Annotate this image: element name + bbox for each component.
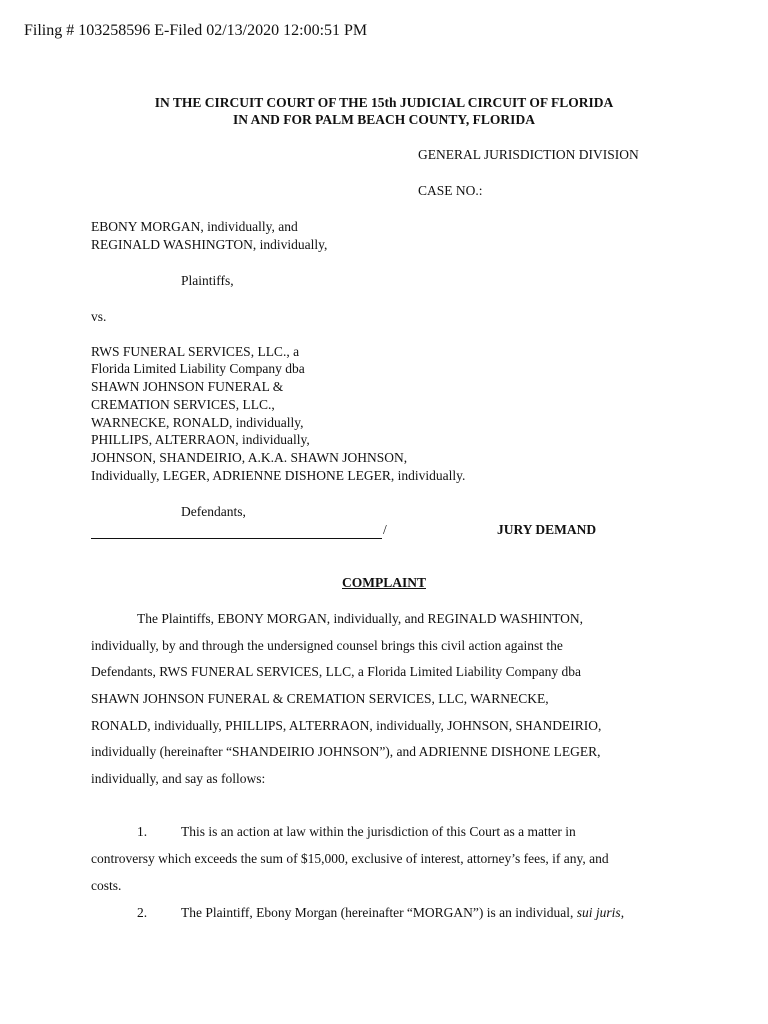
filing-header: Filing # 103258596 E-Filed 02/13/2020 12:00:51 PM [24, 22, 368, 39]
intro-line: RONALD, individually, PHILLIPS, ALTERRAON, individually, JOHNSON, SHANDEIRIO, [91, 718, 602, 733]
defendant-line: CREMATION SERVICES, LLC., [91, 397, 275, 412]
paragraph-line: This is an action at law within the jurisdiction of this Court as a matter in [181, 824, 576, 839]
paragraph-number: 1. [137, 824, 148, 839]
intro-line: individually, and say as follows: [91, 771, 266, 786]
defendant-line: PHILLIPS, ALTERRAON, individually, [91, 432, 310, 447]
paragraph-line [181, 905, 624, 921]
court-name-line-2: IN AND FOR PALM BEACH COUNTY, FLORIDA [233, 112, 535, 127]
plaintiff-line: REGINALD WASHINGTON, individually, [91, 237, 328, 252]
plaintiff-line: EBONY MORGAN, individually, and [91, 219, 298, 234]
defendant-line: RWS FUNERAL SERVICES, LLC., a [91, 344, 300, 359]
signature-rule [91, 538, 382, 539]
document-title: COMPLAINT [342, 575, 426, 590]
defendant-line: JOHNSON, SHANDEIRIO, A.K.A. SHAWN JOHNSON, [91, 450, 408, 465]
intro-line: individually, by and through the undersigned counsel brings this civil action against the [91, 638, 563, 653]
paragraph-line: costs. [91, 878, 122, 893]
defendant-line: WARNECKE, RONALD, individually, [91, 415, 304, 430]
paragraph-number: 2. [137, 905, 148, 920]
caption-slash: / [383, 522, 387, 537]
jury-demand-label: JURY DEMAND [497, 522, 597, 537]
intro-line: SHAWN JOHNSON FUNERAL & CREMATION SERVICES, LLC, WARNECKE, [91, 691, 549, 706]
paragraph-punctuation: , [620, 905, 625, 920]
paragraph-italic-term: sui juris [576, 905, 621, 920]
court-name-line-1: IN THE CIRCUIT COURT OF THE 15th JUDICIAL CIRCUIT OF FLORIDA [154, 95, 614, 110]
division-label: GENERAL JURISDICTION DIVISION [418, 147, 639, 162]
defendants-label: Defendants, [181, 504, 246, 519]
versus-label: vs. [91, 309, 107, 324]
defendant-line: SHAWN JOHNSON FUNERAL & [91, 379, 284, 394]
intro-line: Defendants, RWS FUNERAL SERVICES, LLC, a Florida Limited Liability Company dba [91, 664, 582, 679]
plaintiffs-label: Plaintiffs, [181, 273, 234, 288]
intro-line: The Plaintiffs, EBONY MORGAN, individually, and REGINALD WASHINTON, [137, 611, 583, 626]
defendant-line: Individually, LEGER, ADRIENNE DISHONE LEGER, individually. [91, 468, 466, 483]
paragraph-line: controversy which exceeds the sum of $15,000, exclusive of interest, attorney’s fees, if any, and [91, 851, 609, 866]
case-number-label: CASE NO.: [418, 183, 483, 198]
defendant-line: Florida Limited Liability Company dba [91, 361, 305, 376]
paragraph-text: The Plaintiff, Ebony Morgan (hereinafter “MORGAN”) is an individual, [181, 905, 574, 920]
intro-line: individually (hereinafter “SHANDEIRIO JOHNSON”), and ADRIENNE DISHONE LEGER, [91, 744, 601, 759]
